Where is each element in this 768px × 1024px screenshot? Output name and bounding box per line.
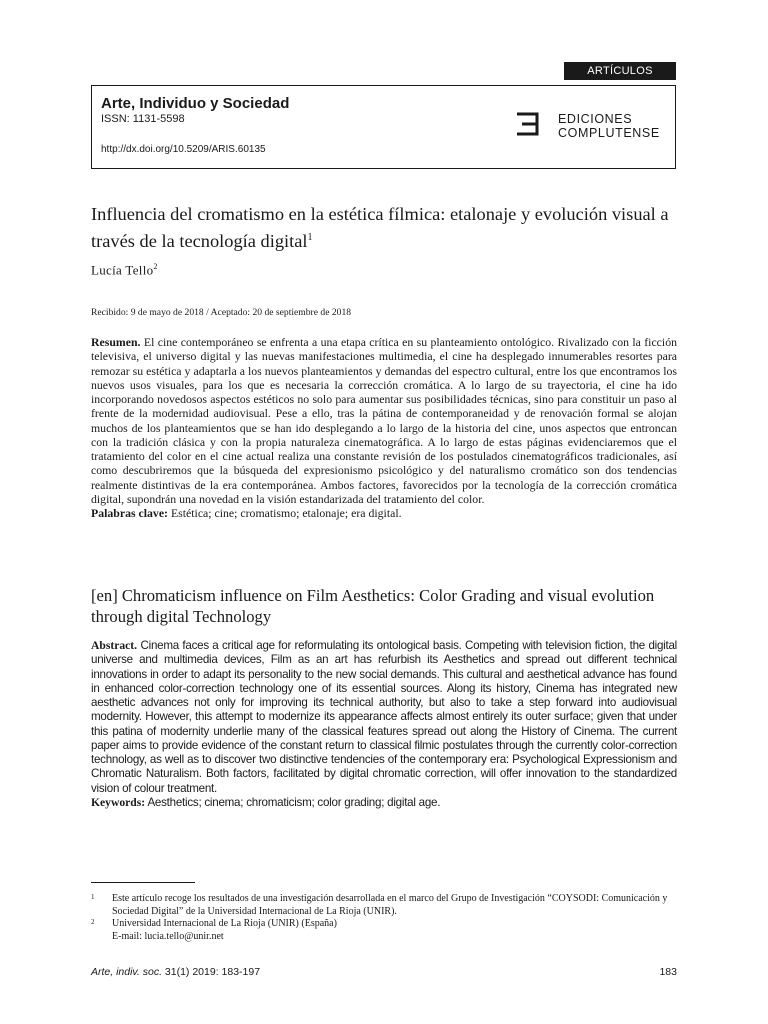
journal-header — [91, 85, 676, 169]
footnote-2-text: Universidad Internacional de La Rioja (UNIR) (España) — [112, 918, 337, 929]
author-email[interactable]: E-mail: lucia.tello@unir.net — [112, 930, 224, 942]
author-name: Lucía Tello — [91, 262, 154, 278]
footnotes — [91, 893, 681, 943]
footnote-divider — [91, 882, 195, 883]
article-title — [91, 203, 681, 253]
received-accepted-dates: Recibido: 9 de mayo de 2018 / Aceptado: 20 de septiembre de 2018 — [91, 307, 352, 318]
author — [91, 262, 158, 278]
issn: ISSN: 1131-5598 — [101, 113, 185, 125]
title-footnote-ref[interactable]: 1 — [307, 232, 313, 243]
abstract-en-label: Abstract. — [91, 639, 138, 652]
abstract-en-body — [91, 639, 677, 796]
publisher-name — [558, 112, 660, 140]
author-footnote-ref[interactable]: 2 — [153, 262, 158, 271]
abstract-es — [91, 335, 677, 520]
footnote-1-number: 1 — [91, 893, 95, 901]
footnote-2-number: 2 — [91, 918, 95, 926]
keywords-en-text: Aesthetics; cinema; chromaticism; color grading; digital age. — [147, 795, 441, 809]
ediciones-complutense-logo-icon — [515, 112, 539, 136]
footer-volume-pages: 31(1) 2019: 183-197 — [162, 966, 261, 978]
publisher-name-line2: COMPLUTENSE — [558, 126, 660, 140]
keywords-en — [91, 796, 677, 810]
footnote-2 — [91, 918, 681, 943]
footer-citation — [91, 966, 260, 978]
doi-link[interactable]: http://dx.doi.org/10.5209/ARIS.60135 — [101, 144, 266, 155]
section-tag: ARTÍCULOS — [564, 62, 676, 80]
footnote-1 — [91, 893, 681, 918]
article-title-text: Influencia del cromatismo en la estética fílmica: etalonaje y evolución visual a través de la tecnología digital — [91, 204, 669, 252]
footer-journal-abbrev: Arte, indiv. soc. — [91, 966, 162, 978]
journal-title: Arte, Individuo y Sociedad — [101, 95, 290, 112]
abstract-es-text: El cine contemporáneo se enfrenta a una etapa crítica en su planteamiento ontológico. Rivalizado con la ficción televisiva, el universo digital y las nuevas manifestaciones multimedia, el cine ha desplegado innumerables resortes para remozar su estética y adaptarla a los nuevos planteamientos y demandas del espectro cultural, entre los que encontramos los nuevos usos visuales, para los que es necesaria la corrección cromática. A lo largo de su trayectoria, el cine ha ido incorporando novedosos aspectos estéticos no solo para aumentar sus posibilidades técnicas, sino para constituir un paso al frente de la modernidad audiovisual. Pese a ello, tras la pátina de contemporaneidad y de renovación formal se alojan muchos de los planteamientos que se han ido desplegando a lo largo de la historia del cine, unos aspectos que entroncan con la tradición clásica y con la propia naturaleza cinematográfica. A lo largo de estas páginas evidenciaremos que el tratamiento del color en el cine actual realiza una constante revisión de los postulados cinematográficos tradicionales, así como descubriremos que la búsqueda del expresionismo psicológico y del naturalismo cromático son dos tendencias realmente distintivas de la era contemporánea. Ambos factores, favorecidos por la tecnología de la corrección cromática digital, supondrán una novedad en la visión estandarizada del tratamiento del color. — [91, 335, 677, 506]
abstract-es-label: Resumen. — [91, 335, 141, 349]
keywords-en-label: Keywords: — [91, 795, 146, 809]
abstract-en — [91, 639, 677, 810]
keywords-es-text: Estética; cine; cromatismo; etalonaje; era digital. — [170, 506, 402, 520]
footnote-1-text: Este artículo recoge los resultados de una investigación desarrollada en el marco del Grupo de Investigación “COYSODI: Comunicación y Sociedad Digital” de la Universidad Internacional de La Rioja (UNIR). — [112, 893, 668, 917]
publisher-name-line1: EDICIONES — [558, 112, 633, 126]
abstract-en-text: Cinema faces a critical age for reformulating its ontological basis. Competing with television fiction, the digital universe and multimedia devices, Film as an art has refurbish its Aesthetics and spread out different technical innovations in order to adapt its personality to the new social demands. This cultural and aesthetical advance has found in enhanced color-correction technology one of its essential sources. Along its history, Cinema has integrated new aesthetic advances not only for improving its technical authority, but also to take a step forward into audiovisual modernity. However, this attempt to modernize its appearance affects almost entirely its outer surface; given that under this patina of modernity underlie many of the classical features spread out along the History of Cinema. The current paper aims to provide evidence of the constant return to classical filmic postulates through the currently color-correction technology, as well as to discover two distinctive tendencies of the contemporary era: Psychological Expressionism and Chromatic Naturalism. Both factors, facilitated by digital chromatic correction, will offer innovation to the standardized vision of colour treatment. — [91, 639, 677, 795]
page-number: 183 — [659, 966, 677, 978]
abstract-es-body — [91, 335, 677, 506]
english-title: [en] Chromaticism influence on Film Aesthetics: Color Grading and visual evolution through digital Technology — [91, 586, 655, 626]
keywords-es — [91, 506, 677, 520]
keywords-es-label: Palabras clave: — [91, 506, 168, 520]
